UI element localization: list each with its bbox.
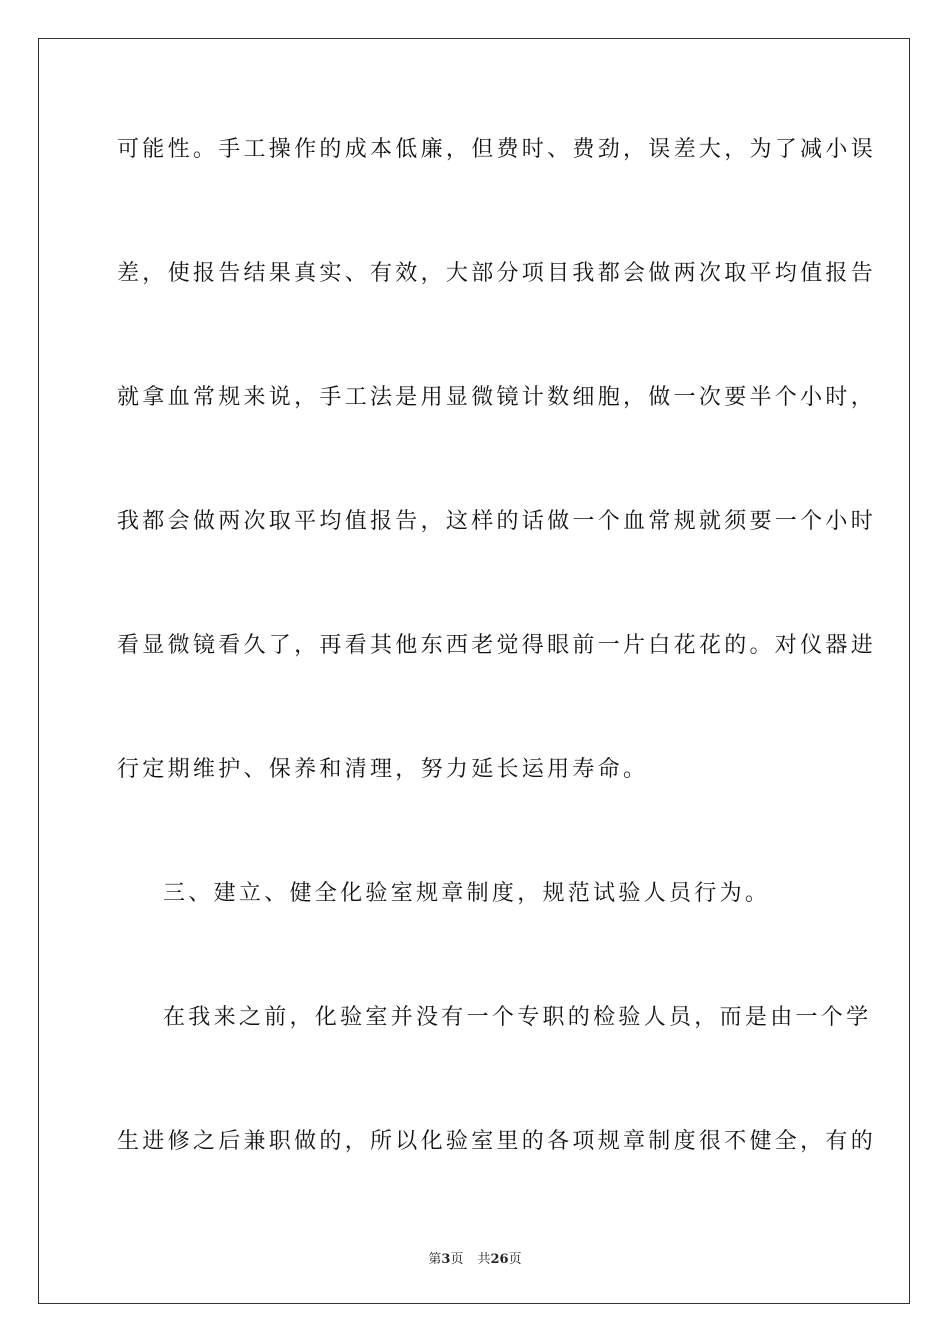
text-line-3: 就拿血常规来说，手工法是用显微镜计数细胞，做一次要半个小时，	[117, 385, 877, 410]
page-border	[38, 38, 910, 1304]
text-line-8: 在我来之前，化验室并没有一个专职的检验人员，而是由一个学	[163, 1005, 872, 1030]
text-line-9: 生进修之后兼职做的，所以化验室里的各项规章制度很不健全，有的	[117, 1129, 877, 1154]
total-prefix: 共	[477, 1252, 491, 1267]
total-suffix: 页	[508, 1252, 522, 1267]
text-line-5: 看显微镜看久了，再看其他东西老觉得眼前一片白花花的。对仪器进	[117, 633, 877, 658]
page-prefix: 第	[428, 1252, 442, 1267]
text-line-6: 行定期维护、保养和清理，努力延长运用寿命。	[117, 757, 649, 782]
text-line-2: 差，使报告结果真实、有效，大部分项目我都会做两次取平均值报告	[117, 261, 877, 286]
total-pages: 26	[490, 1252, 509, 1267]
section-heading: 三、建立、健全化验室规章制度，规范试验人员行为。	[163, 881, 771, 906]
text-line-1: 可能性。手工操作的成本低廉，但费时、费劲，误差大，为了减小误	[117, 137, 877, 162]
text-line-4: 我都会做两次取平均值报告，这样的话做一个血常规就须要一个小时	[117, 509, 877, 534]
page-number: 3	[441, 1252, 451, 1267]
page-footer	[0, 1248, 950, 1267]
page-suffix: 页	[450, 1252, 464, 1267]
